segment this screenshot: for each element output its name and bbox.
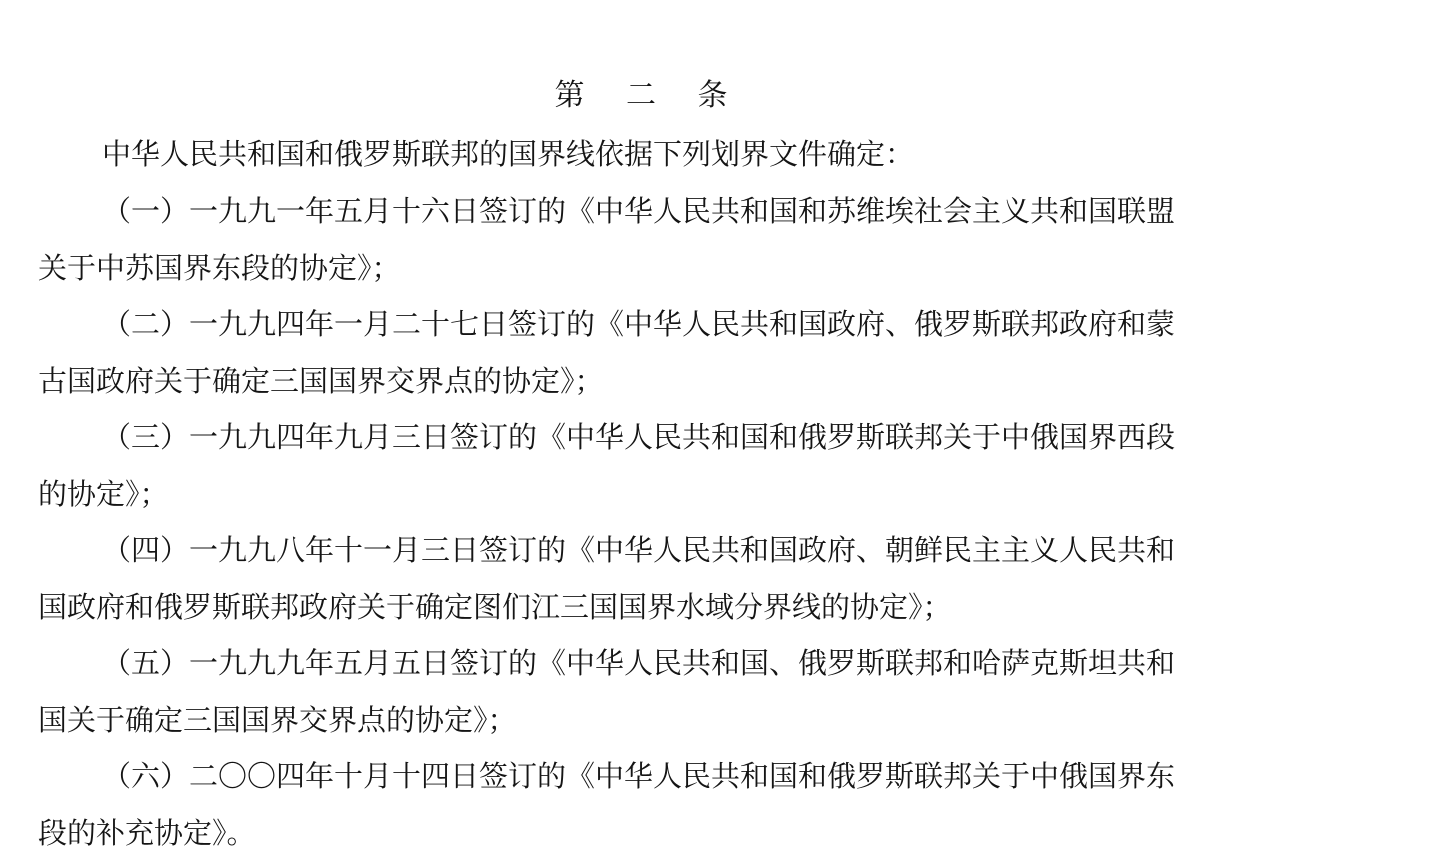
paragraph-line: 的协定》； [38,476,169,511]
paragraph-line: （二）一九九四年一月二十七日签订的《中华人民共和国政府、俄罗斯联邦政府和蒙 [102,307,1176,341]
paragraph-line: 古国政府关于确定三国国界交界点的协定》； [38,363,604,398]
paragraph-line: （六）二〇〇四年十月十四日签订的《中华人民共和国和俄罗斯联邦关于中俄国界东 [102,759,1176,793]
paragraph-line: 国政府和俄罗斯联邦政府关于确定图们江三国国界水域分界线的协定》； [38,589,952,624]
article-title: 第 二 条 [554,78,744,113]
paragraph-line: （三）一九九四年九月三日签订的《中华人民共和国和俄罗斯联邦关于中俄国界西段 [102,420,1176,454]
list-item [38,183,1260,296]
paragraph-line: （五）一九九九年五月五日签订的《中华人民共和国、俄罗斯联邦和哈萨克斯坦共和 [102,646,1176,680]
paragraph-line: （四）一九九八年十一月三日签订的《中华人民共和国政府、朝鲜民主主义人民共和 [102,533,1176,567]
list-item [38,635,1260,748]
list-item [38,296,1260,409]
paragraph-line: （一）一九九一年五月十六日签订的《中华人民共和国和苏维埃社会主义共和国联盟 [102,194,1176,228]
list-item [38,409,1260,522]
paragraph-line: 国关于确定三国国界交界点的协定》； [38,702,517,737]
paragraph-line: 段的补充协定》。 [38,815,256,850]
list-item [38,748,1260,861]
list-item [38,522,1260,635]
document-page [38,0,1278,858]
intro-paragraph [38,126,1260,183]
paragraph-line: 中华人民共和国和俄罗斯联邦的国界线依据下列划界文件确定： [102,137,915,171]
paragraph-line: 关于中苏国界东段的协定》； [38,250,401,285]
